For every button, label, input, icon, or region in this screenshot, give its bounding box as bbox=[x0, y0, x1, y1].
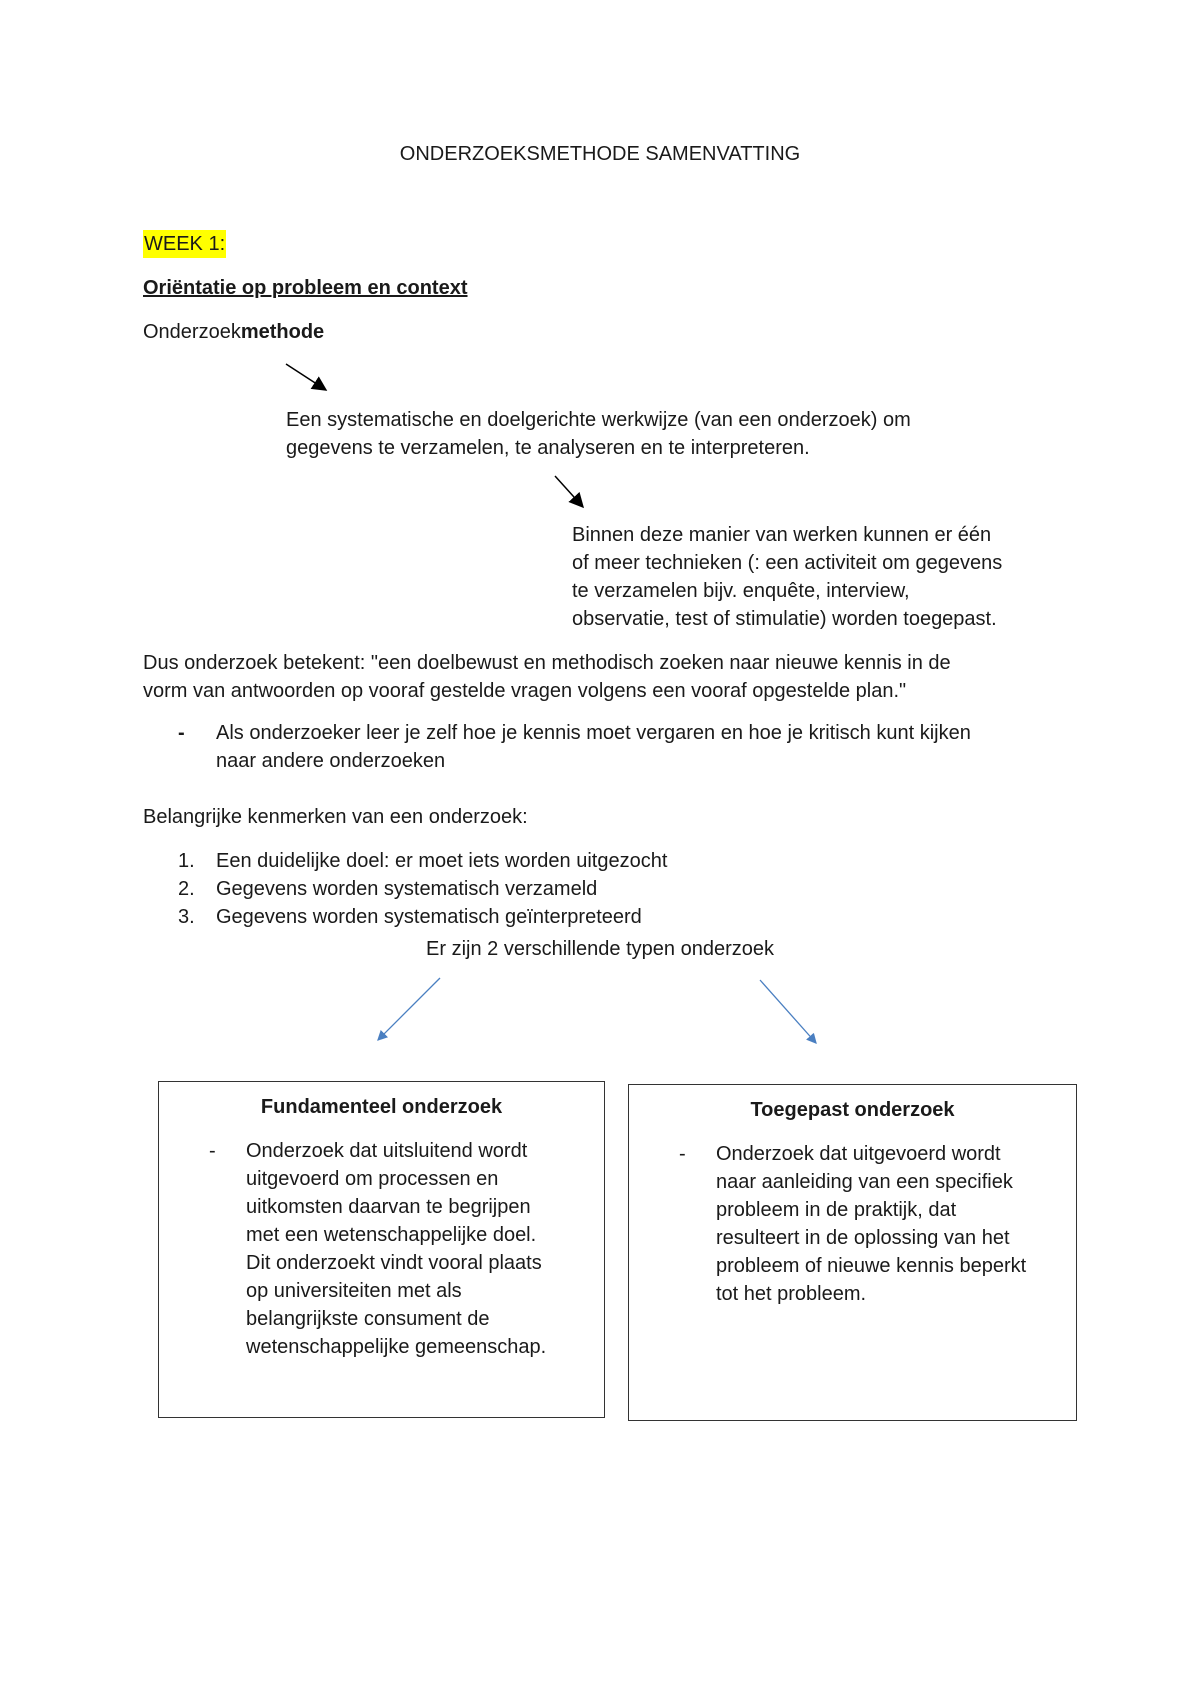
method-prefix: Onderzoek bbox=[143, 321, 241, 343]
techniques-line: observatie, test of stimulatie) worden toegepast. bbox=[572, 608, 997, 630]
box-line: tot het probleem. bbox=[716, 1283, 867, 1305]
bullet-line: naar andere onderzoeken bbox=[216, 750, 446, 772]
list-number: 3. bbox=[178, 906, 195, 928]
box-line: uitgevoerd om processen en bbox=[246, 1168, 499, 1190]
list-number: 1. bbox=[178, 850, 195, 872]
box-line: probleem of nieuwe kennis beperkt bbox=[716, 1255, 1027, 1277]
box-line: met een wetenschappelijke doel. bbox=[246, 1224, 537, 1246]
box-line: Dit onderzoekt vindt vooral plaats bbox=[246, 1252, 542, 1274]
summary-line: vorm van antwoorden op vooraf gestelde vragen volgens een vooraf opgestelde plan." bbox=[143, 680, 907, 702]
box-line: uitkomsten daarvan te begrijpen bbox=[246, 1196, 531, 1218]
box-line: probleem in de praktijk, dat bbox=[716, 1199, 957, 1221]
box-dash: - bbox=[679, 1143, 686, 1165]
box-body bbox=[716, 1140, 1026, 1308]
box-line: wetenschappelijke gemeenschap. bbox=[246, 1336, 547, 1358]
applied-research-box bbox=[628, 1084, 1077, 1421]
definition-text bbox=[286, 406, 911, 462]
box-dash: - bbox=[209, 1140, 216, 1162]
summary-line: Dus onderzoek betekent: "een doelbewust en methodisch zoeken naar nieuwe kennis in de bbox=[143, 652, 951, 674]
techniques-line: of meer technieken (: een activiteit om gegevens bbox=[572, 552, 1003, 574]
document-title: ONDERZOEKSMETHODE SAMENVATTING bbox=[399, 143, 801, 165]
box-line: Onderzoek dat uitgevoerd wordt bbox=[716, 1143, 1001, 1165]
week-label: WEEK 1: bbox=[143, 230, 226, 258]
method-term bbox=[143, 318, 324, 346]
definition-line: Een systematische en doelgerichte werkwijze (van een onderzoek) om bbox=[286, 409, 911, 431]
section-heading: Oriëntatie op probleem en context bbox=[143, 277, 468, 299]
box-line: Onderzoek dat uitsluitend wordt bbox=[246, 1140, 528, 1162]
bullet-marker: - bbox=[178, 722, 185, 744]
arrow-to-definition bbox=[286, 364, 326, 390]
fundamental-research-box bbox=[158, 1081, 605, 1418]
bullet-line: Als onderzoeker leer je zelf hoe je kennis moet vergaren en hoe je kritisch kunt kijken bbox=[216, 722, 971, 744]
box-line: belangrijkste consument de bbox=[246, 1308, 490, 1330]
arrow-to-applied bbox=[760, 980, 816, 1043]
box-body bbox=[246, 1137, 546, 1361]
box-line: naar aanleiding van een specifiek bbox=[716, 1171, 1013, 1193]
techniques-line: te verzamelen bijv. enquête, interview, bbox=[572, 580, 910, 602]
bullet-text bbox=[216, 719, 971, 775]
arrow-to-techniques bbox=[555, 476, 583, 507]
definition-line: gegevens te verzamelen, te analyseren en te interpreteren. bbox=[286, 437, 810, 459]
techniques-text bbox=[572, 521, 1002, 633]
list-item: Gegevens worden systematisch verzameld bbox=[216, 878, 598, 900]
list-item: Gegevens worden systematisch geïnterpreteerd bbox=[216, 906, 642, 928]
characteristics-intro: Belangrijke kenmerken van een onderzoek: bbox=[143, 806, 528, 828]
list-item: Een duidelijke doel: er moet iets worden uitgezocht bbox=[216, 850, 668, 872]
arrow-to-fundamental bbox=[378, 978, 440, 1040]
types-intro: Er zijn 2 verschillende typen onderzoek bbox=[426, 938, 774, 960]
box-title: Toegepast onderzoek bbox=[750, 1099, 955, 1121]
techniques-line: Binnen deze manier van werken kunnen er één bbox=[572, 524, 992, 546]
list-number: 2. bbox=[178, 878, 195, 900]
method-bold: methode bbox=[240, 321, 325, 343]
summary-paragraph bbox=[143, 649, 951, 705]
box-title: Fundamenteel onderzoek bbox=[260, 1096, 503, 1118]
box-line: op universiteiten met als bbox=[246, 1280, 462, 1302]
box-line: resulteert in de oplossing van het bbox=[716, 1227, 1010, 1249]
